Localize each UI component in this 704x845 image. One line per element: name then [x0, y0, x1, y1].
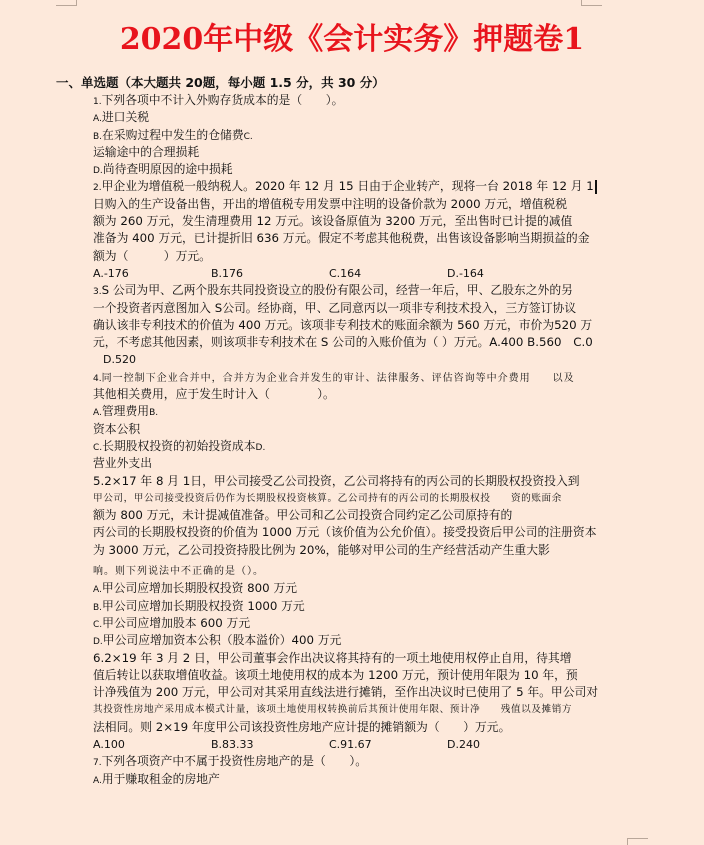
question-2-stem-line-4: 准备为 400 万元，已计提折旧 636 万元。假定不考虑其他税费，出售该设备影响当期损益的金 [93, 231, 590, 246]
document-title: 2020年中级《会计实务》押题卷1 [119, 22, 585, 57]
question-3-stem-line-3: 确认该非专利技术的价值为 400 万元。该项非专利技术的账面余额为 560 万元，市价为520 万 [93, 317, 593, 332]
question-7-stem: 7.下列各项资产中不属于投资性房地产的是（ ）。 [93, 754, 368, 769]
question-5-stem-line-5: 为 3000 万元，乙公司投资持股比例为 20%，能够对甲公司的生产经营活动产生重大影 [93, 542, 550, 557]
question-3-stem-line-2: 一个投资者丙意图加入 S公司。经协商，甲、乙同意丙以一项非专利技术投入，三方签订协议 [93, 300, 577, 315]
question-5-stem-line-2: 甲公司，甲公司接受投资后仍作为长期股权投资核算。乙公司持有的丙公司的长期股权投 资的账面余 [93, 492, 562, 504]
question-6-option-a: A.100 [93, 737, 125, 751]
question-6-stem-line-3: 计净残值为 200 万元，甲公司对其采用直线法进行摊销，至作出决议时已使用了 5 年。甲公司对 [93, 685, 599, 700]
document-body[interactable] [93, 92, 613, 788]
question-5-stem-line-6: 响。则下列说法中不正确的是（）。 [93, 566, 264, 578]
question-4-option-c: C.长期股权投资的初始投资成本D. [93, 438, 266, 453]
question-2-option-b: B.176 [211, 266, 244, 280]
question-6-options [93, 736, 613, 753]
question-6-option-d: D.240 [447, 737, 480, 751]
question-6-stem-line-2: 值后转让以获取增值收益。该项土地使用权的成本为 1200 万元，预计使用年限为 10 年，预 [93, 667, 578, 682]
question-5-stem-line-3: 额为 800 万元，未计提减值准备。甲公司和乙公司投资合同约定乙公司原持有的 [93, 508, 513, 523]
question-5-stem-line-1: 5.2×17 年 8 月 1日，甲公司接受乙公司投资，乙公司将持有的丙公司的长期股权投资投入到 [93, 473, 580, 488]
question-2-stem-line-2: 日购入的生产设备出售，开出的增值税专用发票中注明的设备价款为 2000 万元，增值税税 [93, 196, 568, 211]
question-5-stem-line-4: 丙公司的长期股权投资的价值为 1000 万元（该价值为公允价值）。接受投资后甲公司的注册资本 [93, 525, 597, 540]
question-5-option-c: C.甲公司应增加股本 600 万元 [93, 615, 251, 630]
question-2-options [93, 265, 613, 282]
section-heading: 一、单选题（本大题共 20题，每小题 1.5 分，共 30 分） [56, 75, 385, 90]
question-1-option-b: B.在采购过程中发生的仓储费C. [93, 127, 253, 142]
question-6-option-c: C.91.67 [329, 737, 372, 751]
question-2-stem-line-5: 额为（ ）万元。 [93, 248, 211, 263]
question-4-option-a: A.管理费用B. [93, 404, 159, 419]
text-cursor [595, 180, 597, 194]
question-2-option-d: D.-164 [447, 266, 484, 280]
question-1-option-c: 运输途中的合理损耗 [93, 144, 200, 159]
question-6-stem-line-5: 法相同。则 2×19 年度甲公司该投资性房地产应计提的摊销额为（ ）万元。 [93, 719, 511, 734]
question-6-stem-line-1: 6.2×19 年 3 月 2 日，甲公司董事会作出决议将其持有的一项土地使用权停止自用，待其增 [93, 650, 572, 665]
question-7-option-a: A.用于赚取租金的房地产 [93, 771, 220, 786]
question-6-option-b: B.83.33 [211, 737, 254, 751]
question-2-stem-line-1: 2.甲企业为增值税一般纳税人。2020 年 12 月 15 日由于企业转产，现将一台 2018 年 12 月 1 [93, 178, 613, 195]
question-1-option-a: A.进口关税 [93, 110, 150, 125]
question-4-option-d: 营业外支出 [93, 456, 152, 471]
question-2-stem-line-3: 额为 260 万元，发生清理费用 12 万元。该设备原值为 3200 万元，至出售时已计提的减值 [93, 214, 573, 229]
page-margin-corner-bottom-right [627, 838, 648, 845]
question-4-stem-line-2: 其他相关费用，应于发生时计入（ ）。 [93, 387, 335, 402]
question-3-option-d: D.520 [103, 353, 136, 367]
question-3-stem-line-1: 3.S 公司为甲、乙两个股东共同投资设立的股份有限公司，经营一年后，甲、乙股东之外的另 [93, 283, 573, 298]
page-margin-corner-top-left [56, 0, 77, 6]
question-4-stem-line-1: 4.同一控制下企业合并中，合并方为企业合并发生的审计、法律服务、评估咨询等中介费用 以及 [93, 372, 575, 384]
question-5-option-d: D.甲公司应增加资本公积（股本溢价）400 万元 [93, 633, 342, 648]
question-6-stem-line-4: 其投资性房地产采用成本模式计量，该项土地使用权转换前后其预计使用年限、预计净 残值以及摊销方 [93, 704, 573, 716]
page-margin-corner-top-right [581, 0, 602, 6]
question-1-stem: 1.下列各项中不计入外购存货成本的是（ ）。 [93, 93, 344, 107]
question-3-stem-line-4: 元，不考虑其他因素，则该项非专利技术在 S 公司的入账价值为（ ）万元。A.400 B.560 C.0 [93, 335, 593, 350]
question-2-option-a: A.-176 [93, 266, 129, 280]
question-4-option-b: 资本公积 [93, 421, 141, 436]
question-5-option-a: A.甲公司应增加长期股权投资 800 万元 [93, 581, 298, 596]
question-2-option-c: C.164 [329, 266, 362, 280]
question-5-option-b: B.甲公司应增加长期股权投资 1000 万元 [93, 598, 305, 613]
question-1-option-d: D.尚待查明原因的途中损耗 [93, 162, 233, 177]
